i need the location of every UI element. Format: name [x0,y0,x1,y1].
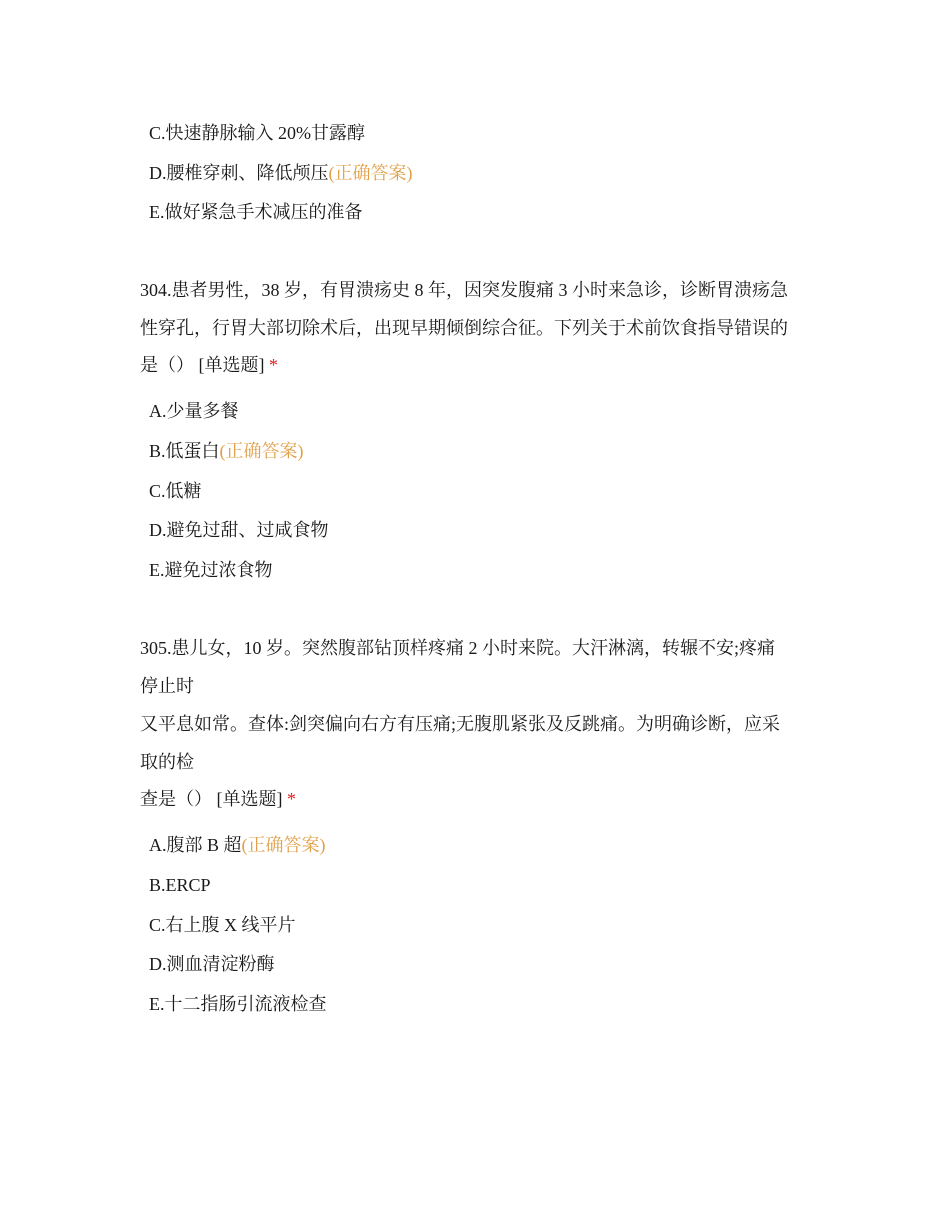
option-text: E.十二指肠引流液检查 [149,994,327,1014]
q305-option-b [149,873,211,897]
correct-answer-mark: (正确答案) [241,835,326,855]
q305-stem-line-4: 取的检 [140,752,194,772]
q303-option-c [149,121,365,145]
option-text: E.避免过浓食物 [149,560,273,580]
option-text: D.腰椎穿刺、降低颅压 [149,163,329,183]
option-text: A.腹部 B 超 [149,835,242,855]
correct-answer-mark: (正确答案) [328,163,413,183]
option-text: D.避免过甜、过咸食物 [149,520,329,540]
q305-stem-line-5 [140,786,296,812]
option-text: C.右上腹 X 线平片 [149,915,296,935]
option-text: E.做好紧急手术减压的准备 [149,202,363,222]
q304-option-e [149,558,273,582]
q304-option-b [149,439,304,463]
option-text: A.少量多餐 [149,401,239,421]
required-mark: * [269,355,278,375]
q305-option-d [149,952,275,976]
correct-answer-mark: (正确答案) [219,441,304,461]
q303-option-d [149,161,413,185]
question-stem-text: 是（） [单选题] [140,355,265,375]
q303-option-e [149,200,363,224]
q304-stem-line-2: 性穿孔，行胃大部切除术后，出现早期倾倒综合征。下列关于术前饮食指导错误的 [140,318,788,338]
q305-stem-line-3: 又平息如常。查体:剑突偏向右方有压痛;无腹肌紧张及反跳痛。为明确诊断，应采 [140,714,780,734]
q305-option-e [149,992,327,1016]
option-text: B.ERCP [149,875,211,895]
q304-option-c [149,479,202,503]
q305-stem-line-2: 停止时 [140,676,194,696]
q304-stem-line-1: 304.患者男性，38 岁，有胃溃疡史 8 年，因突发腹痛 3 小时来急诊，诊断胃溃疡急 [140,280,788,300]
option-text: C.快速静脉输入 20%甘露醇 [149,123,365,143]
q304-option-d [149,518,329,542]
option-text: C.低糖 [149,481,202,501]
q304-option-a [149,399,239,423]
required-mark: * [287,789,296,809]
question-stem-text: 查是（） [单选题] [140,789,283,809]
q305-option-a [149,833,326,857]
q305-stem-line-1: 305.患儿女，10 岁。突然腹部钻顶样疼痛 2 小时来院。大汗淋漓，转辗不安;疼痛 [140,638,775,658]
option-text: D.测血清淀粉酶 [149,954,275,974]
option-text: B.低蛋白 [149,441,220,461]
q305-option-c [149,913,296,937]
q304-stem-line-3 [140,352,278,378]
